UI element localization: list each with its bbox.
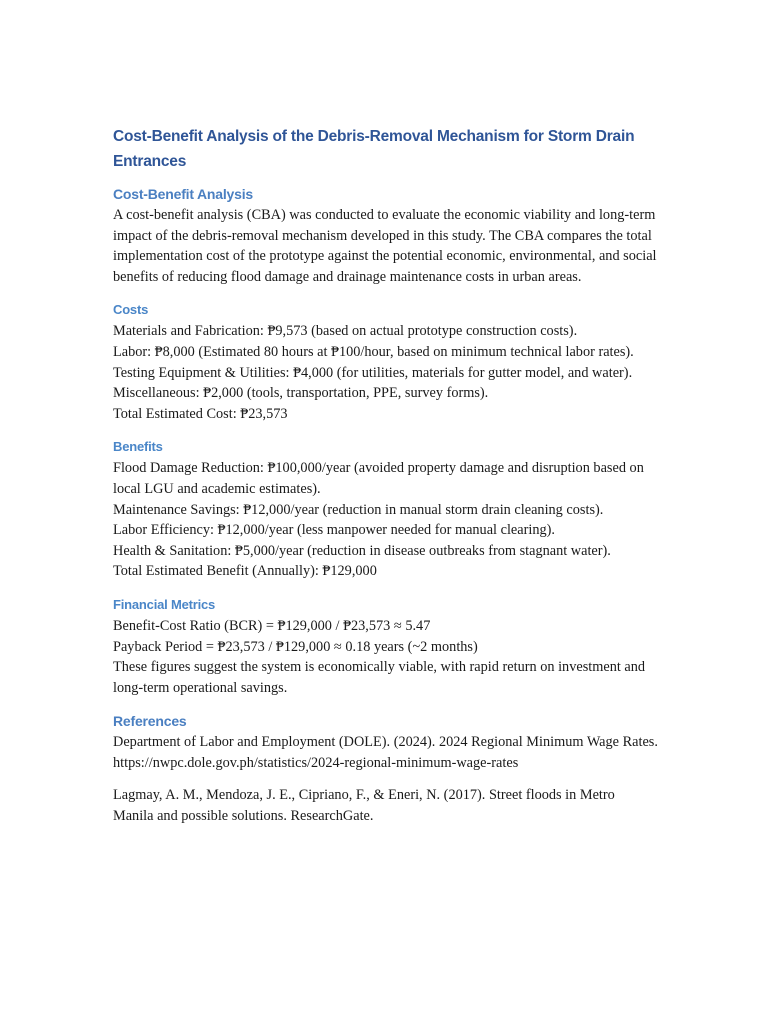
metric-line-summary: These figures suggest the system is economically viable, with rapid return on investment and long-term operational savings. <box>113 659 646 696</box>
cost-line-testing: Testing Equipment & Utilities: ₱4,000 (for utilities, materials for gutter model, and water). <box>113 364 633 381</box>
cost-line-misc: Miscellaneous: ₱2,000 (tools, transportation, PPE, survey forms). <box>113 385 489 402</box>
metric-line-bcr: Benefit-Cost Ratio (BCR) = ₱129,000 / ₱23,573 ≈ 5.47 <box>113 617 431 634</box>
reference-item-dole: Department of Labor and Employment (DOLE). (2024). 2024 Regional Minimum Wage Rates. https://nwpc.dole.gov.ph/statistics/2024-regional-minimum-wage-rates <box>113 734 658 771</box>
cost-line-labor: Labor: ₱8,000 (Estimated 80 hours at ₱100/hour, based on minimum technical labor rates). <box>113 343 634 360</box>
benefit-line-total: Total Estimated Benefit (Annually): ₱129,000 <box>113 563 377 580</box>
references-heading: References <box>113 713 187 730</box>
benefit-line-labor: Labor Efficiency: ₱12,000/year (less manpower needed for manual clearing). <box>113 522 555 539</box>
financial-metrics-heading: Financial Metrics <box>113 596 216 612</box>
benefit-line-flood: Flood Damage Reduction: ₱100,000/year (avoided property damage and disruption based on local LGU and academic estimates). <box>113 460 644 497</box>
benefit-line-health: Health & Sanitation: ₱5,000/year (reduction in disease outbreaks from stagnant water). <box>113 542 611 559</box>
benefits-heading: Benefits <box>113 439 163 455</box>
benefit-line-maintenance: Maintenance Savings: ₱12,000/year (reduction in manual storm drain cleaning costs). <box>113 501 604 518</box>
document-page <box>113 124 658 827</box>
benefits-list <box>113 458 658 582</box>
financial-metrics-list <box>113 616 658 698</box>
metric-line-payback: Payback Period = ₱23,573 / ₱129,000 ≈ 0.18 years (~2 months) <box>113 638 478 655</box>
costs-heading: Costs <box>113 302 149 318</box>
cba-heading: Cost-Benefit Analysis <box>113 186 253 202</box>
document-title: Cost-Benefit Analysis of the Debris-Removal Mechanism for Storm Drain Entrances <box>113 128 635 170</box>
reference-item-lagmay: Lagmay, A. M., Mendoza, J. E., Cipriano, F., & Eneri, N. (2017). Street floods in Metro Manila and possible solutions. ResearchGate. <box>113 787 615 825</box>
costs-list <box>113 321 658 424</box>
cost-line-total: Total Estimated Cost: ₱23,573 <box>113 405 288 422</box>
cost-line-materials: Materials and Fabrication: ₱9,573 (based on actual prototype construction costs). <box>113 323 578 340</box>
cba-paragraph: A cost-benefit analysis (CBA) was conducted to evaluate the economic viability and long-term impact of the debris-removal mechanism developed in this study. The CBA compares the total implementation cost of the prototype against the potential economic, environmental, and social benefits of reducing flood damage and drainage maintenance costs in urban areas. <box>113 207 657 285</box>
